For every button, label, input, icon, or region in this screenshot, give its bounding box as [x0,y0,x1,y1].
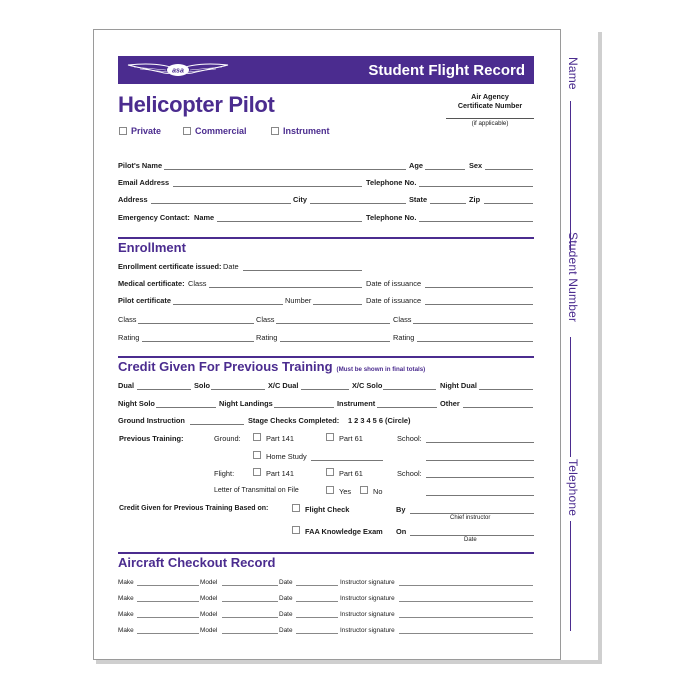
flight-label: Flight: [214,469,235,478]
row-rating: Rating Rating Rating [118,332,534,344]
letter-yes-checkbox[interactable] [326,486,334,494]
credit-heading: Credit Given For Previous Training (Must be shown in final totals) [118,359,426,374]
home-study-field[interactable] [311,460,383,461]
ground-label: Ground: [214,434,241,443]
zip-field[interactable] [484,203,533,204]
emergency-name-field[interactable] [217,221,362,222]
tab-number-line [570,337,571,457]
checkbox-private[interactable] [119,127,127,135]
date-field[interactable] [296,633,338,634]
row-class: Class Class Class [118,314,534,326]
flight-school-field[interactable] [426,477,534,478]
flight-part61-checkbox[interactable] [326,468,334,476]
previous-training-label: Previous Training: [119,434,184,443]
letter-label: Letter of Transmittal on File [214,487,299,494]
agency-label: Air Agency Certificate Number [457,92,523,110]
sex-field[interactable] [485,169,533,170]
class-field-1[interactable] [138,323,254,324]
ground-school-field-2[interactable] [426,460,534,461]
signature-field[interactable] [399,601,533,602]
class-field-3[interactable] [413,323,533,324]
checkout-row: Make Model Date Instructor signature [118,608,534,620]
night-dual-field[interactable] [479,389,533,390]
ground-part141-checkbox[interactable] [253,433,261,441]
signature-field[interactable] [399,633,533,634]
side-tab: Name Student Number Telephone [560,29,598,660]
ground-instruction-field[interactable] [190,424,244,425]
certificate-commercial[interactable]: Commercial [183,126,247,136]
certificate-private[interactable]: Private [119,126,161,136]
checkout-heading: Aircraft Checkout Record [118,555,276,570]
checkbox-commercial[interactable] [183,127,191,135]
tab-name-line [570,101,571,251]
make-field[interactable] [137,633,199,634]
night-solo-field[interactable] [156,407,216,408]
ground-part61-checkbox[interactable] [326,433,334,441]
row-medical: Medical certificate: Class Date of issuance [118,278,534,290]
credit-date-field[interactable] [410,535,534,536]
medical-issuance-field[interactable] [425,287,533,288]
emergency-telephone-field[interactable] [419,221,533,222]
model-field[interactable] [222,633,278,634]
state-field[interactable] [430,203,466,204]
model-field[interactable] [222,601,278,602]
asa-wings-logo [126,61,230,79]
flight-part141-checkbox[interactable] [253,468,261,476]
class-field-2[interactable] [276,323,390,324]
svg-text:asa: asa [172,67,184,75]
instrument-field[interactable] [377,407,437,408]
dual-field[interactable] [137,389,191,390]
date-field[interactable] [296,601,338,602]
medical-class-field[interactable] [209,287,362,288]
date-field[interactable] [296,617,338,618]
agency-note: (if applicable) [471,120,509,127]
chief-instructor-caption: Chief instructor [450,515,491,521]
checkout-row: Make Model Date Instructor signature [118,576,534,588]
age-field[interactable] [425,169,465,170]
telephone-field[interactable] [419,186,533,187]
agency-number-field[interactable] [446,118,534,119]
date-caption: Date [464,537,477,543]
rating-field-2[interactable] [280,341,390,342]
stage-numbers[interactable]: 1 2 3 4 5 6 (Circle) [348,416,411,425]
credit-rule [118,356,534,358]
rating-field-1[interactable] [142,341,254,342]
signature-field[interactable] [399,617,533,618]
email-field[interactable] [173,186,362,187]
pilot-name-field[interactable] [164,169,406,170]
row-pilot-name: Pilot's Name Age Sex [118,160,534,172]
signature-field[interactable] [399,585,533,586]
other-field[interactable] [463,407,533,408]
form-title: Helicopter Pilot [118,92,275,117]
enrollment-rule [118,237,534,239]
enrollment-heading: Enrollment [118,240,186,255]
certificate-instrument[interactable]: Instrument [271,126,330,136]
date-field[interactable] [296,585,338,586]
row-emergency: Emergency Contact: Name Telephone No. [118,212,534,224]
credit-note: (Must be shown in final totals) [336,366,426,373]
solo-field[interactable] [211,389,265,390]
checkout-rule [118,552,534,554]
row-address: Address City State Zip [118,194,534,206]
model-field[interactable] [222,617,278,618]
make-field[interactable] [137,601,199,602]
row-pilot-cert: Pilot certificate Number Date of issuance [118,295,534,307]
row-enrollment-issued: Enrollment certificate issued: Date [118,261,534,273]
address-field[interactable] [151,203,291,204]
letter-no-checkbox[interactable] [360,486,368,494]
based-on-label: Credit Given for Previous Training Based on: [119,505,269,512]
checkout-row: Make Model Date Instructor signature [118,624,534,636]
row-dual: Dual Solo X/C Dual X/C Solo Night Dual [118,380,534,392]
flight-school-field-2[interactable] [426,495,534,496]
pilot-cert-number-field[interactable] [313,304,362,305]
chief-instructor-field[interactable] [410,513,534,514]
ground-school-field[interactable] [426,442,534,443]
xc-dual-field[interactable] [301,389,349,390]
enrollment-date-field[interactable] [243,270,362,271]
row-ground-instruction: Ground Instruction Stage Checks Completed: 1 2 3 4 5 6 (Circle) [118,416,411,425]
pilot-cert-field[interactable] [173,304,283,305]
make-field[interactable] [137,585,199,586]
tab-telephone-line [570,521,571,631]
header-banner [118,56,534,84]
faa-exam-checkbox[interactable] [292,526,300,534]
banner-title: Student Flight Record [368,62,525,79]
pilot-cert-issuance-field[interactable] [425,304,533,305]
night-landings-field[interactable] [274,407,334,408]
checkout-row: Make Model Date Instructor signature [118,592,534,604]
city-field[interactable] [310,203,406,204]
model-field[interactable] [222,585,278,586]
row-email: Email Address Telephone No. [118,177,534,189]
checkbox-instrument[interactable] [271,127,279,135]
xc-solo-field[interactable] [383,389,436,390]
make-field[interactable] [137,617,199,618]
row-night-solo: Night Solo Night Landings Instrument Other [118,398,534,410]
home-study-checkbox[interactable] [253,451,261,459]
rating-field-3[interactable] [417,341,533,342]
flight-check-checkbox[interactable] [292,504,300,512]
